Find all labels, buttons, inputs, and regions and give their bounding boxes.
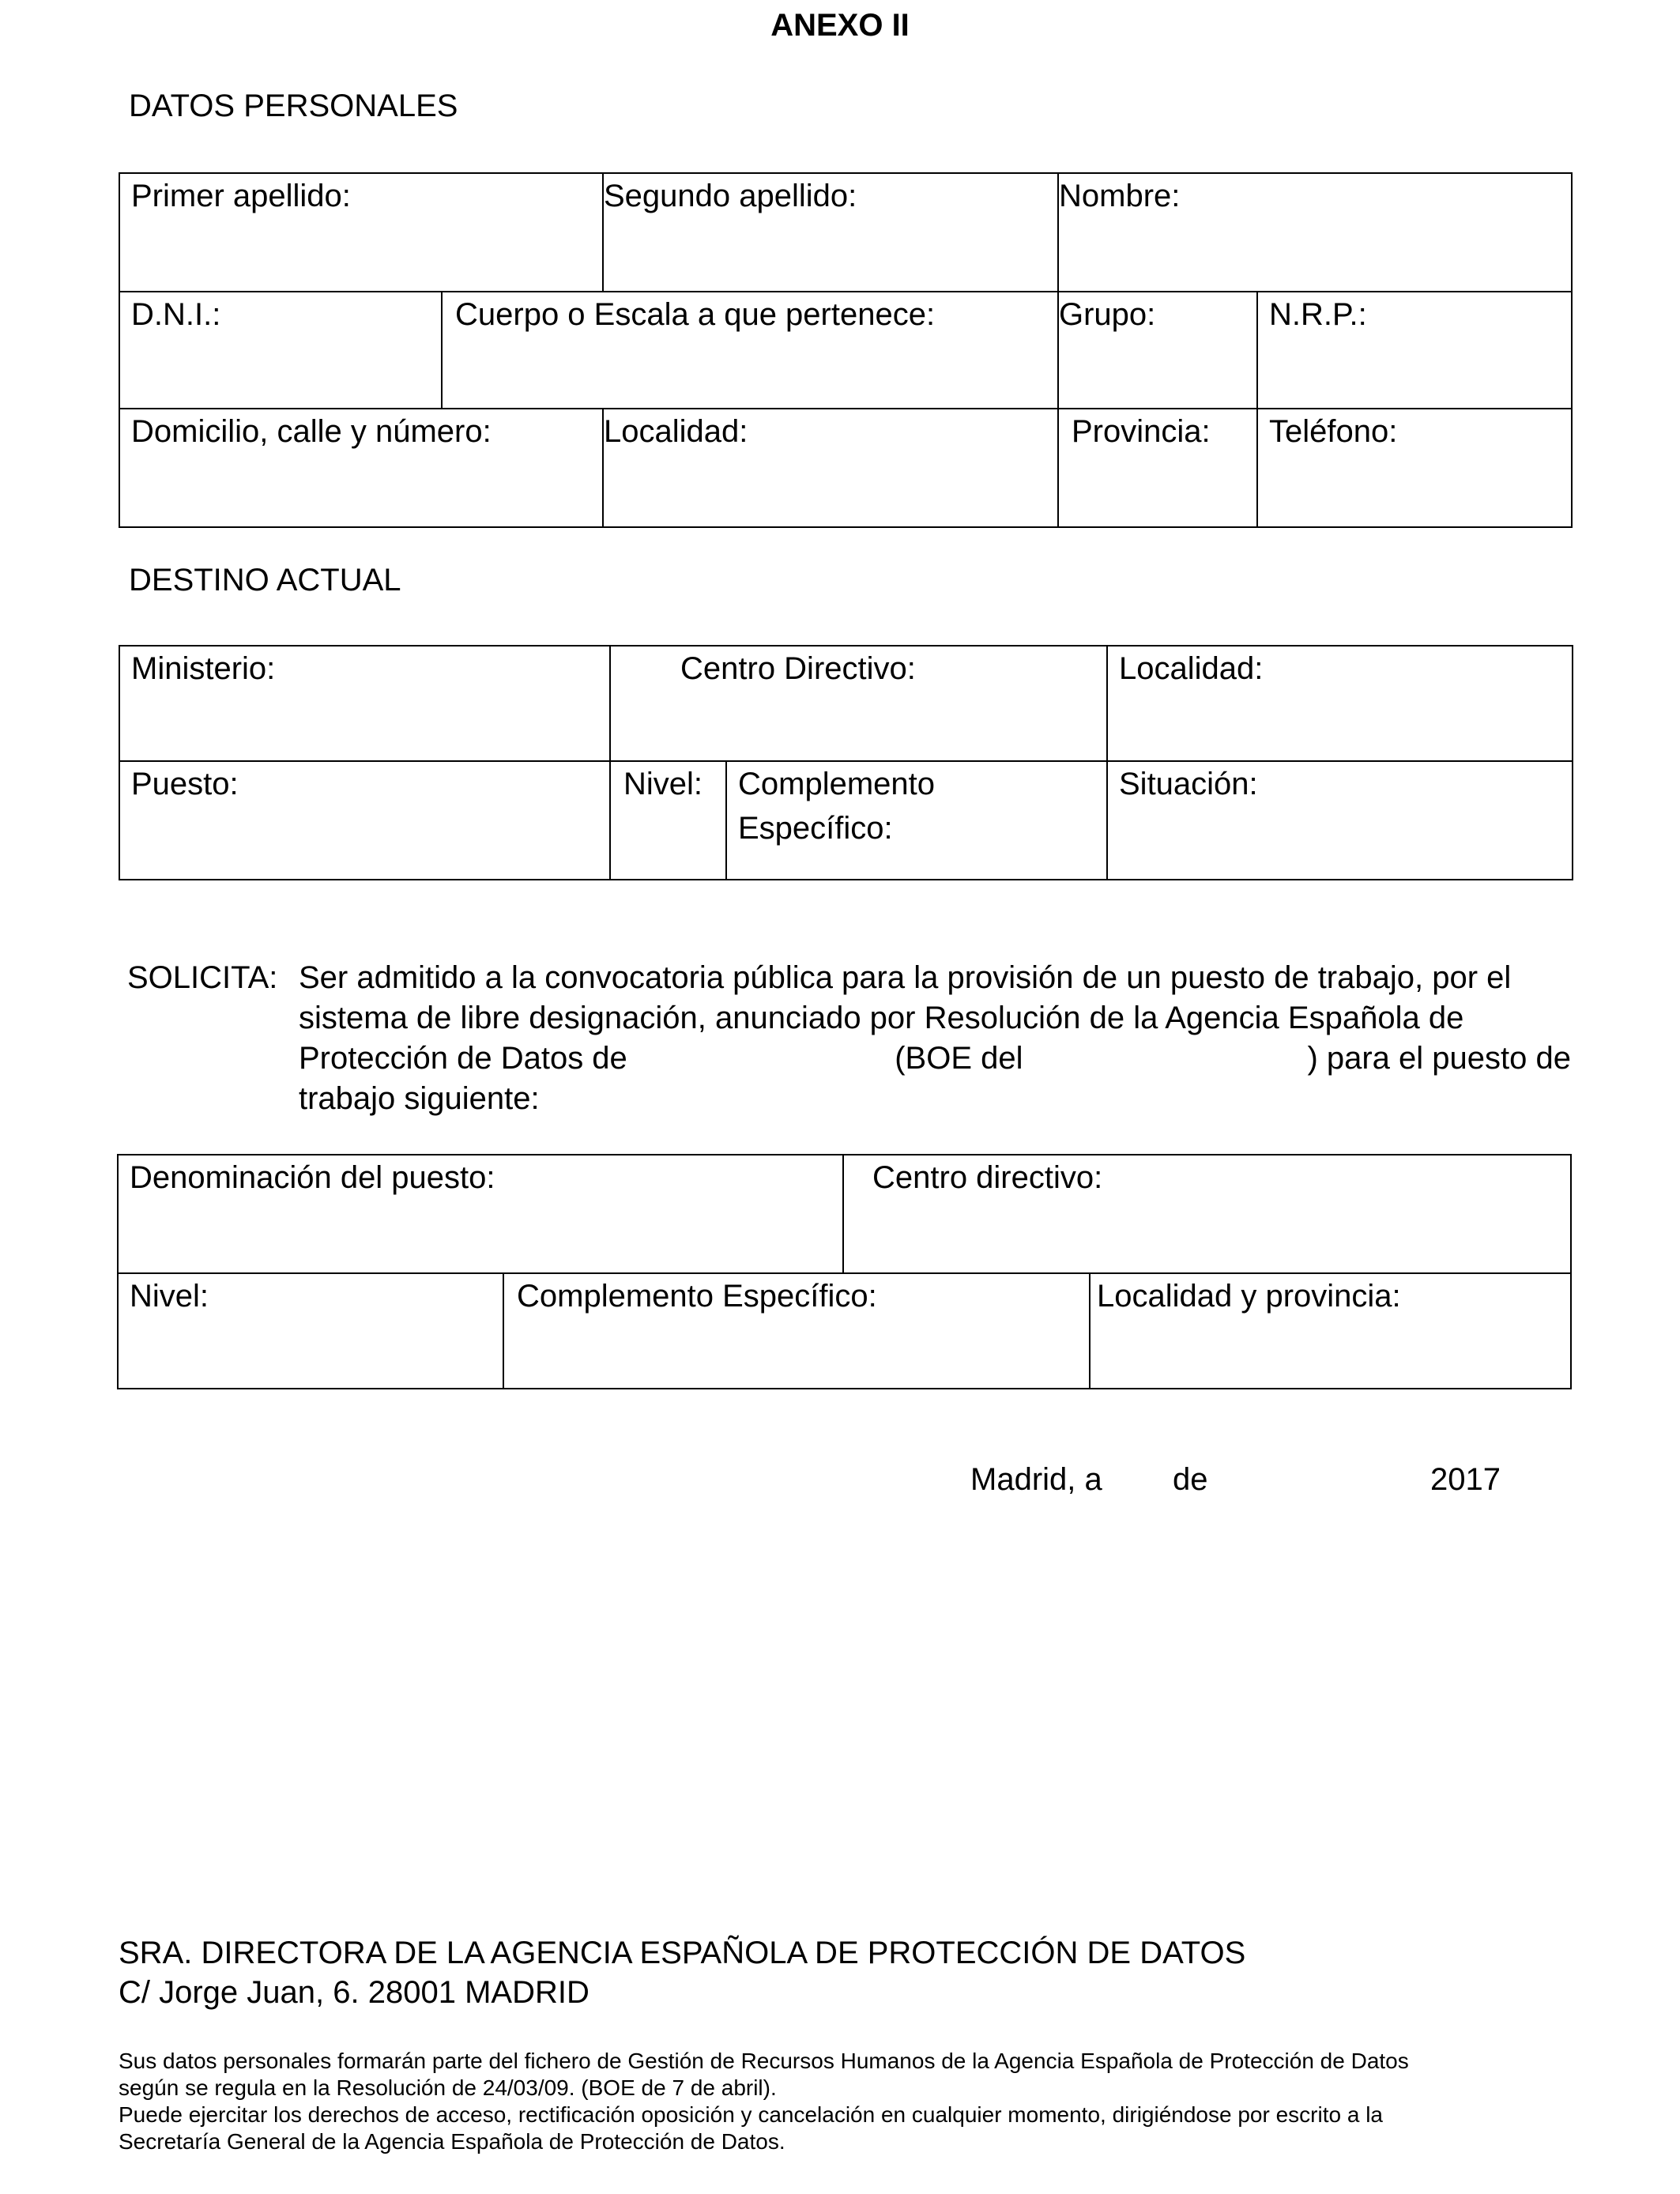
date-madrid: Madrid, a xyxy=(970,1462,1102,1497)
document-title: ANEXO II xyxy=(770,8,910,43)
solicita-line-3-a: Protección de Datos de xyxy=(299,1041,627,1076)
solicita-line-1 xyxy=(299,958,1571,998)
datos-row-1 xyxy=(120,174,1573,292)
solicita-line-2-text: sistema de libre designación, anunciado por Resolución de la Agencia Española de xyxy=(299,1001,1464,1035)
addressee-line-1: SRA. DIRECTORA DE LA AGENCIA ESPAÑOLA DE PROTECCIÓN DE DATOS xyxy=(119,1936,1246,1970)
destino-actual-table xyxy=(119,645,1573,880)
centro-directivo-actual-field[interactable] xyxy=(611,647,1108,762)
date-year: 2017 xyxy=(1430,1462,1501,1497)
puesto-solicitado-table xyxy=(117,1154,1572,1389)
nivel-actual-label: Nivel: xyxy=(623,767,703,801)
solicita-label: SOLICITA: xyxy=(127,960,278,995)
datos-personales-heading: DATOS PERSONALES xyxy=(129,89,458,123)
grupo-label: Grupo: xyxy=(1059,297,1156,332)
segundo-apellido-field[interactable] xyxy=(604,174,1059,292)
segundo-apellido-label: Segundo apellido: xyxy=(604,179,857,213)
privacy-note-line-2: según se regula en la Resolución de 24/03/09. (BOE de 7 de abril). xyxy=(119,2075,777,2100)
denominacion-label: Denominación del puesto: xyxy=(130,1160,495,1195)
centro-directivo-field[interactable] xyxy=(844,1155,1572,1274)
dni-label: D.N.I.: xyxy=(131,297,221,332)
nombre-label: Nombre: xyxy=(1059,179,1181,213)
addressee-line-2: C/ Jorge Juan, 6. 28001 MADRID xyxy=(119,1975,590,2010)
nrp-label: N.R.P.: xyxy=(1269,297,1367,332)
localidad-actual-field[interactable] xyxy=(1108,647,1573,762)
privacy-note xyxy=(119,2048,1571,2155)
nivel-label: Nivel: xyxy=(130,1279,209,1314)
datos-row-3 xyxy=(120,409,1573,528)
solicita-line-2 xyxy=(299,998,1571,1039)
domicilio-field[interactable] xyxy=(120,409,604,528)
provincia-field[interactable] xyxy=(1059,409,1258,528)
destino-actual-heading: DESTINO ACTUAL xyxy=(129,563,401,598)
privacy-note-line-3: Puede ejercitar los derechos de acceso, rectificación oposición y cancelación en cualquier momento, dirigiéndose por escrito a la xyxy=(119,2102,1383,2127)
complemento-actual-label-2: Específico: xyxy=(738,811,893,846)
localidad-field[interactable] xyxy=(604,409,1059,528)
centro-directivo-label: Centro directivo: xyxy=(872,1160,1103,1195)
domicilio-label: Domicilio, calle y número: xyxy=(131,414,492,449)
privacy-note-line-1: Sus datos personales formarán parte del fichero de Gestión de Recursos Humanos de la Agencia Española de Protección de Datos xyxy=(119,2049,1409,2073)
primer-apellido-label: Primer apellido: xyxy=(131,179,351,213)
solicita-line-3 xyxy=(299,1039,1571,1079)
complemento-especifico-label: Complemento Específico: xyxy=(517,1279,877,1314)
situacion-label: Situación: xyxy=(1119,767,1258,801)
puesto-row-1 xyxy=(119,1155,1572,1274)
complemento-actual-label-1: Complemento xyxy=(738,767,936,801)
localidad-provincia-field[interactable] xyxy=(1090,1274,1572,1389)
dni-field[interactable] xyxy=(120,292,443,409)
cuerpo-escala-field[interactable] xyxy=(443,292,1059,409)
provincia-label: Provincia: xyxy=(1072,414,1211,449)
puesto-actual-field[interactable] xyxy=(120,762,611,880)
destino-row-1 xyxy=(120,647,1573,762)
nombre-field[interactable] xyxy=(1059,174,1573,292)
cuerpo-escala-label: Cuerpo o Escala a que pertenece: xyxy=(455,297,936,332)
puesto-actual-label: Puesto: xyxy=(131,767,239,801)
situacion-field[interactable] xyxy=(1108,762,1573,880)
centro-directivo-actual-label: Centro Directivo: xyxy=(680,651,916,686)
complemento-actual-field[interactable] xyxy=(727,762,1108,880)
telefono-field[interactable] xyxy=(1258,409,1573,528)
localidad-label: Localidad: xyxy=(604,414,748,449)
complemento-especifico-field[interactable] xyxy=(504,1274,1090,1389)
solicita-line-1-text: Ser admitido a la convocatoria pública para la provisión de un puesto de trabajo, por el xyxy=(299,960,1512,995)
solicita-paragraph xyxy=(299,958,1571,1119)
solicita-line-3-c: ) para el puesto de xyxy=(1307,1041,1571,1076)
localidad-actual-label: Localidad: xyxy=(1119,651,1264,686)
primer-apellido-field[interactable] xyxy=(120,174,604,292)
datos-personales-table xyxy=(119,172,1573,528)
date-de: de xyxy=(1173,1462,1208,1497)
solicita-line-3-b: (BOE del xyxy=(895,1041,1023,1076)
telefono-label: Teléfono: xyxy=(1269,414,1398,449)
ministerio-label: Ministerio: xyxy=(131,651,276,686)
destino-row-2 xyxy=(120,762,1573,880)
datos-row-2 xyxy=(120,292,1573,409)
nivel-actual-field[interactable] xyxy=(611,762,727,880)
privacy-note-line-4: Secretaría General de la Agencia Española de Protección de Datos. xyxy=(119,2129,785,2154)
ministerio-field[interactable] xyxy=(120,647,611,762)
nrp-field[interactable] xyxy=(1258,292,1573,409)
nivel-field[interactable] xyxy=(119,1274,504,1389)
localidad-provincia-label: Localidad y provincia: xyxy=(1097,1279,1401,1314)
solicita-line-4: trabajo siguiente: xyxy=(299,1081,540,1116)
puesto-row-2 xyxy=(119,1274,1572,1389)
denominacion-field[interactable] xyxy=(119,1155,844,1274)
grupo-field[interactable] xyxy=(1059,292,1258,409)
